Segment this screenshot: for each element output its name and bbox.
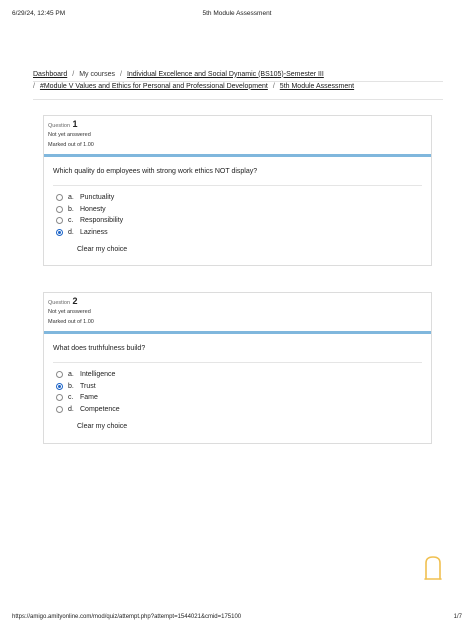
breadcrumb-separator: / (33, 82, 35, 90)
breadcrumb-separator: / (272, 82, 275, 90)
answer-list (44, 186, 431, 256)
question-grade: Marked out of 1.00 (48, 319, 94, 325)
question-grade: Marked out of 1.00 (48, 142, 94, 148)
radio-button-selected[interactable] (56, 229, 63, 236)
answer-letter: c. (68, 394, 74, 402)
breadcrumb-my-courses: My courses (79, 70, 115, 78)
breadcrumb-separator: / (72, 70, 75, 78)
answer-text: Punctuality (80, 194, 115, 202)
breadcrumb-module[interactable]: #Module V Values and Ethics for Personal and Professional Development (39, 82, 268, 90)
question-number: 2 (72, 296, 78, 306)
breadcrumb-dashboard[interactable]: Dashboard (33, 70, 68, 78)
radio-button[interactable] (56, 206, 63, 213)
print-url: https://amigo.amityonline.com/mod/quiz/attempt.php?attempt=1544021&cmid=175100 (12, 614, 242, 620)
answer-text: Trust (80, 382, 96, 390)
bookmark-icon[interactable] (424, 555, 442, 580)
question-label (48, 120, 427, 130)
answer-letter: b. (68, 205, 74, 213)
answer-option-d[interactable] (56, 404, 431, 416)
clear-choice-link[interactable]: Clear my choice (77, 246, 128, 253)
print-header (12, 10, 462, 22)
question-info (44, 293, 431, 331)
answer-option-a[interactable] (56, 192, 431, 204)
question-state: Not yet answered (48, 132, 91, 138)
breadcrumb-divider (33, 99, 443, 100)
answer-option-b[interactable] (56, 381, 431, 393)
radio-button[interactable] (56, 371, 63, 378)
question-text: What does truthfulness build? (53, 345, 146, 352)
answer-text: Responsibility (80, 217, 124, 225)
question-number: 1 (72, 119, 78, 129)
question-label (48, 297, 427, 307)
question-text: Which quality do employees with strong work ethics NOT display? (53, 168, 258, 175)
question-content (44, 157, 431, 256)
breadcrumb-assessment[interactable]: 5th Module Assessment (279, 82, 355, 90)
answer-text: Fame (80, 394, 98, 402)
answer-letter: a. (68, 371, 74, 379)
breadcrumb-separator: / (120, 70, 122, 78)
radio-button[interactable] (56, 217, 63, 224)
question-label-text: Question (48, 123, 71, 129)
answer-text: Laziness (80, 228, 108, 236)
radio-button[interactable] (56, 406, 63, 413)
radio-button[interactable] (56, 194, 63, 201)
answer-text: Intelligence (80, 371, 116, 379)
clear-choice-link[interactable]: Clear my choice (77, 423, 128, 430)
answer-list (44, 363, 431, 433)
print-title: 5th Module Assessment (202, 10, 272, 17)
breadcrumb-divider (33, 81, 443, 82)
answer-option-b[interactable] (56, 204, 431, 216)
answer-letter: d. (68, 405, 74, 413)
breadcrumb-row-1 (33, 68, 443, 80)
answer-text: Honesty (80, 205, 106, 213)
question-card-1 (43, 115, 432, 266)
answer-option-c[interactable] (56, 215, 431, 227)
answer-option-a[interactable] (56, 369, 431, 381)
answer-letter: d. (68, 228, 74, 236)
breadcrumb (33, 68, 443, 92)
answer-option-d[interactable] (56, 227, 431, 239)
question-card-2 (43, 292, 432, 444)
answer-text: Competence (80, 405, 120, 413)
answer-option-c[interactable] (56, 392, 431, 404)
answer-letter: b. (68, 382, 74, 390)
question-content (44, 334, 431, 433)
page-number: 1/7 (453, 614, 462, 620)
question-label-text: Question (48, 300, 71, 306)
question-info (44, 116, 431, 154)
question-state: Not yet answered (48, 309, 91, 315)
radio-button-selected[interactable] (56, 383, 63, 390)
breadcrumb-course[interactable]: Individual Excellence and Social Dynamic (BS105)-Semester III (126, 70, 324, 78)
radio-button[interactable] (56, 394, 63, 401)
answer-letter: a. (68, 194, 74, 202)
print-footer (12, 614, 462, 624)
print-datetime: 6/29/24, 12:45 PM (12, 10, 66, 17)
answer-letter: c. (68, 217, 74, 225)
